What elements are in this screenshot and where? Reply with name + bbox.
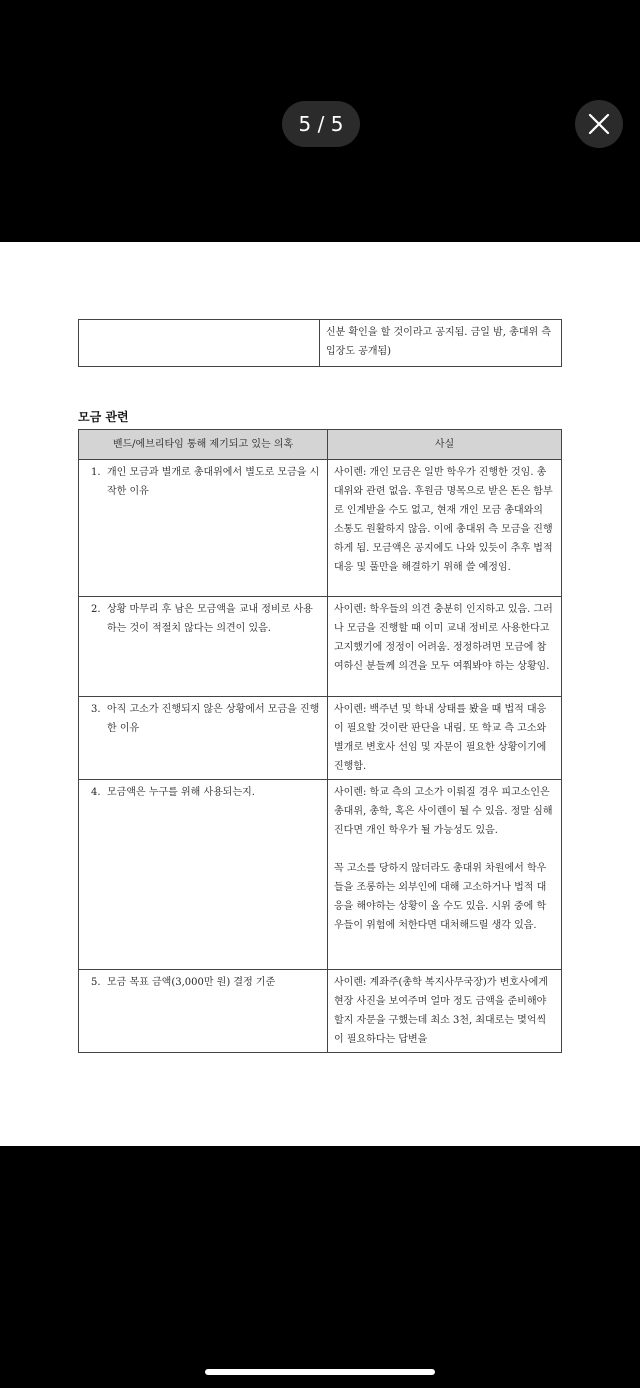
document-page (0, 242, 640, 1146)
table-row-answer: 사이렌: 학우들의 의견 충분히 인지하고 있음. 그러나 모금을 진행할 때 이미 교내 정비로 사용한다고 고지했기에 정정이 어려움. 정정하려면 모금에 참여하신 분들께 의견을 모두 여쭤봐야 하는 상황임. (328, 597, 562, 697)
top-table-right-cell: 신분 확인을 할 것이라고 공지됨. 금일 밤, 총대위 측 입장도 공개됨) (320, 320, 562, 367)
row-number: 5. (91, 977, 101, 988)
table-row-question (79, 697, 328, 780)
row-number: 2. (91, 604, 101, 615)
close-button[interactable] (575, 100, 623, 148)
table-row-answer: 사이렌: 개인 모금은 일반 학우가 진행한 것임. 총대위와 관련 없음. 후원금 명목으로 받은 돈은 함부로 인계받을 수도 없고, 현재 개인 모금 총대와의 소통도 원활하지 않음. 이에 총대위 측 모금을 진행하게 됨. 모금액은 공지에도 나와 있듯이 추후 법적 대응 및 풀만을 해결하기 위해 쓸 예정임. (328, 460, 562, 597)
close-icon (588, 113, 610, 135)
table-row-question (79, 460, 328, 597)
question-text: 상황 마무리 후 남은 모금액을 교내 정비로 사용하는 것이 적절치 않다는 의견이 있음. (107, 604, 313, 634)
home-indicator[interactable] (205, 1369, 435, 1375)
row-number: 3. (91, 704, 101, 715)
header-fact: 사실 (328, 430, 562, 460)
question-text: 모금액은 누구를 위해 사용되는지. (107, 787, 255, 798)
question-text: 개인 모금과 별개로 총대위에서 별도로 모금을 시작한 이유 (107, 467, 320, 497)
page-counter: 5 / 5 (282, 101, 360, 147)
row-number: 4. (91, 787, 101, 798)
table-row-question (79, 597, 328, 697)
header-allegation: 밴드/에브리타임 통해 제기되고 있는 의혹 (79, 430, 328, 460)
table-row-answer: 사이렌: 백주년 및 학내 상태를 봤을 때 법적 대응이 필요할 것이란 판단을 내림. 또 학교 측 고소와 별개로 변호사 선임 및 자문이 필요한 상황이기에 진행함. (328, 697, 562, 780)
question-text: 아직 고소가 진행되지 않은 상황에서 모금을 진행한 이유 (107, 704, 320, 734)
top-table (78, 319, 562, 367)
table-row-question (79, 970, 328, 1053)
top-table-left-cell (79, 320, 320, 367)
paragraph-gap (334, 840, 555, 859)
section-title: 모금 관련 (78, 410, 129, 424)
allegations-table (78, 429, 562, 1053)
table-row-answer: 사이렌: 계좌주(총학 복지사무국장)가 변호사에게 현장 사진을 보여주며 얼마 정도 금액을 준비해야 할지 자문을 구했는데 최소 3천, 최대로는 몇억씩이 필요하다는 답변을 (328, 970, 562, 1053)
table-row-answer (328, 780, 562, 970)
row-number: 1. (91, 467, 101, 478)
table-row-question (79, 780, 328, 970)
question-text: 모금 목표 금액(3,000만 원) 결정 기준 (107, 977, 276, 988)
answer-paragraph: 꼭 고소를 당하지 않더라도 총대위 차원에서 학우들을 조롱하는 외부인에 대해 고소하거나 법적 대응을 해야하는 상황이 올 수도 있음. 시위 중에 학우들이 위험에 처한다면 대처해드릴 생각 있음. (334, 863, 547, 931)
answer-paragraph: 사이렌: 학교 측의 고소가 이뤄질 경우 피고소인은 총대위, 총학, 혹은 사이렌이 될 수 있음. 정말 심해진다면 개인 학우가 될 가능성도 있음. (334, 787, 553, 836)
